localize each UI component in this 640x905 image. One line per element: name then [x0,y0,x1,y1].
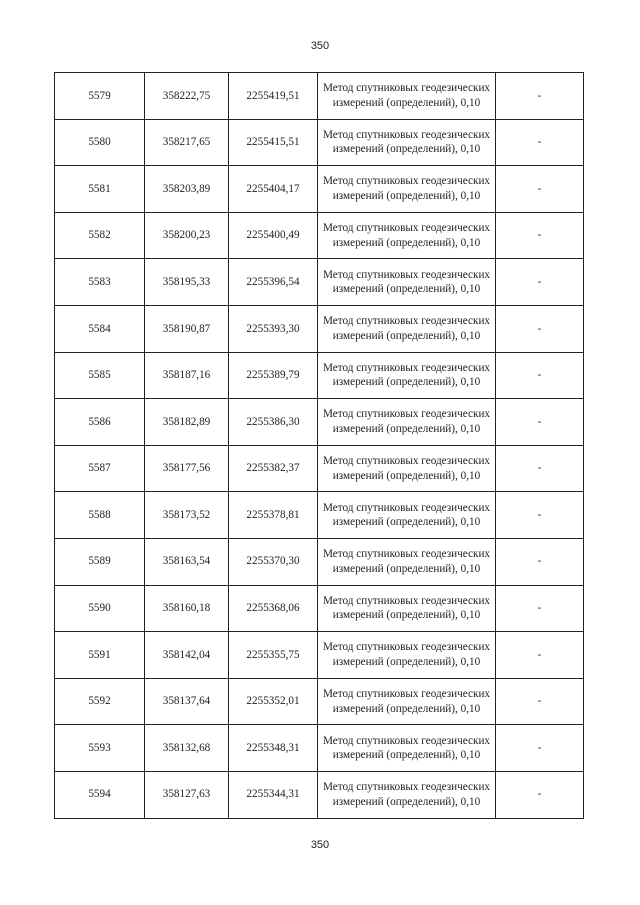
point-number-cell: 5586 [55,399,145,446]
y-coordinate-cell: 2255400,49 [229,212,318,259]
y-coordinate-cell: 2255352,01 [229,678,318,725]
note-cell: - [496,166,584,213]
method-cell: Метод спутниковых геодезических измерений (определений), 0,10 [318,305,496,352]
point-number-cell: 5583 [55,259,145,306]
y-coordinate-cell: 2255415,51 [229,119,318,166]
note-cell: - [496,73,584,120]
table-row [55,352,584,399]
method-cell: Метод спутниковых геодезических измерений (определений), 0,10 [318,585,496,632]
table-row [55,399,584,446]
x-coordinate-cell: 358182,89 [145,399,229,446]
method-cell: Метод спутниковых геодезических измерений (определений), 0,10 [318,352,496,399]
point-number-cell: 5585 [55,352,145,399]
note-cell: - [496,538,584,585]
table-row [55,166,584,213]
point-number-cell: 5590 [55,585,145,632]
x-coordinate-cell: 358187,16 [145,352,229,399]
x-coordinate-cell: 358190,87 [145,305,229,352]
y-coordinate-cell: 2255404,17 [229,166,318,213]
table-row [55,771,584,818]
method-cell: Метод спутниковых геодезических измерений (определений), 0,10 [318,632,496,679]
x-coordinate-cell: 358195,33 [145,259,229,306]
y-coordinate-cell: 2255370,30 [229,538,318,585]
table-row [55,212,584,259]
coordinates-table [54,72,584,819]
y-coordinate-cell: 2255378,81 [229,492,318,539]
note-cell: - [496,585,584,632]
x-coordinate-cell: 358160,18 [145,585,229,632]
y-coordinate-cell: 2255344,31 [229,771,318,818]
coordinates-table-body [55,73,584,819]
y-coordinate-cell: 2255355,75 [229,632,318,679]
y-coordinate-cell: 2255393,30 [229,305,318,352]
method-cell: Метод спутниковых геодезических измерений (определений), 0,10 [318,259,496,306]
y-coordinate-cell: 2255396,54 [229,259,318,306]
y-coordinate-cell: 2255419,51 [229,73,318,120]
point-number-cell: 5587 [55,445,145,492]
method-cell: Метод спутниковых геодезических измерений (определений), 0,10 [318,119,496,166]
table-row [55,119,584,166]
x-coordinate-cell: 358127,63 [145,771,229,818]
point-number-cell: 5588 [55,492,145,539]
x-coordinate-cell: 358203,89 [145,166,229,213]
page-number-bottom: 350 [310,839,330,851]
table-row [55,259,584,306]
x-coordinate-cell: 358132,68 [145,725,229,772]
point-number-cell: 5584 [55,305,145,352]
note-cell: - [496,352,584,399]
method-cell: Метод спутниковых геодезических измерений (определений), 0,10 [318,212,496,259]
point-number-cell: 5591 [55,632,145,679]
x-coordinate-cell: 358142,04 [145,632,229,679]
note-cell: - [496,212,584,259]
note-cell: - [496,119,584,166]
table-row [55,73,584,120]
x-coordinate-cell: 358217,65 [145,119,229,166]
note-cell: - [496,492,584,539]
note-cell: - [496,771,584,818]
point-number-cell: 5582 [55,212,145,259]
note-cell: - [496,445,584,492]
table-row [55,492,584,539]
table-row [55,445,584,492]
method-cell: Метод спутниковых геодезических измерений (определений), 0,10 [318,166,496,213]
note-cell: - [496,678,584,725]
x-coordinate-cell: 358200,23 [145,212,229,259]
method-cell: Метод спутниковых геодезических измерений (определений), 0,10 [318,492,496,539]
method-cell: Метод спутниковых геодезических измерений (определений), 0,10 [318,678,496,725]
x-coordinate-cell: 358163,54 [145,538,229,585]
point-number-cell: 5579 [55,73,145,120]
note-cell: - [496,632,584,679]
method-cell: Метод спутниковых геодезических измерений (определений), 0,10 [318,445,496,492]
point-number-cell: 5589 [55,538,145,585]
method-cell: Метод спутниковых геодезических измерений (определений), 0,10 [318,725,496,772]
note-cell: - [496,259,584,306]
note-cell: - [496,399,584,446]
method-cell: Метод спутниковых геодезических измерений (определений), 0,10 [318,538,496,585]
y-coordinate-cell: 2255348,31 [229,725,318,772]
point-number-cell: 5592 [55,678,145,725]
method-cell: Метод спутниковых геодезических измерений (определений), 0,10 [318,399,496,446]
point-number-cell: 5594 [55,771,145,818]
y-coordinate-cell: 2255382,37 [229,445,318,492]
point-number-cell: 5581 [55,166,145,213]
method-cell: Метод спутниковых геодезических измерений (определений), 0,10 [318,771,496,818]
method-cell: Метод спутниковых геодезических измерений (определений), 0,10 [318,73,496,120]
table-row [55,678,584,725]
note-cell: - [496,305,584,352]
x-coordinate-cell: 358222,75 [145,73,229,120]
point-number-cell: 5580 [55,119,145,166]
note-cell: - [496,725,584,772]
table-row [55,305,584,352]
y-coordinate-cell: 2255389,79 [229,352,318,399]
table-row [55,585,584,632]
x-coordinate-cell: 358177,56 [145,445,229,492]
table-row [55,538,584,585]
y-coordinate-cell: 2255386,30 [229,399,318,446]
y-coordinate-cell: 2255368,06 [229,585,318,632]
table-row [55,725,584,772]
table-row [55,632,584,679]
x-coordinate-cell: 358173,52 [145,492,229,539]
point-number-cell: 5593 [55,725,145,772]
x-coordinate-cell: 358137,64 [145,678,229,725]
page-number-top: 350 [310,40,330,52]
